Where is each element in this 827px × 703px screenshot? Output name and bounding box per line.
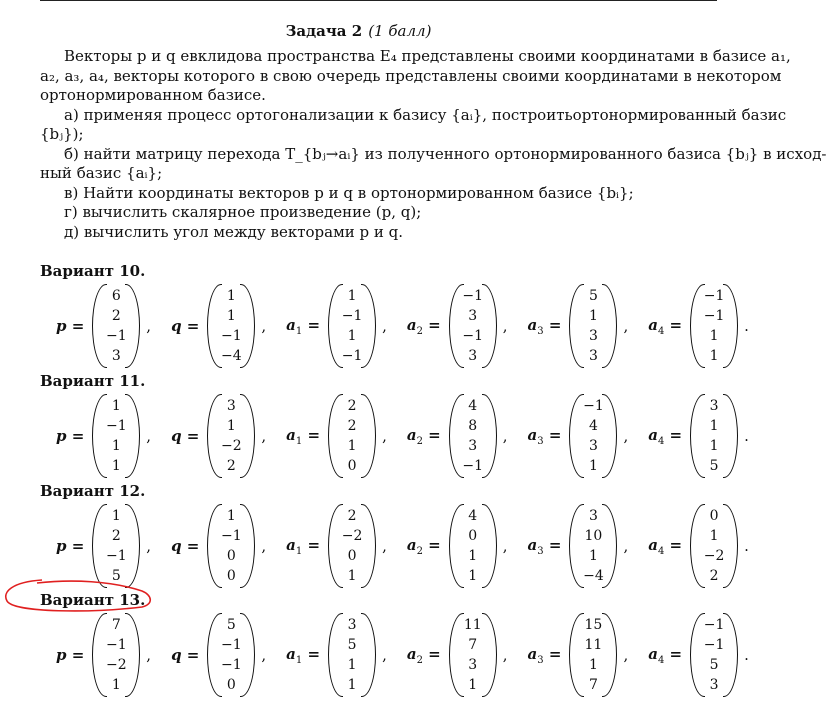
comma: , (146, 317, 152, 335)
vector-label-a2: $a_2$ = (406, 644, 441, 666)
vector-component: 7 (111, 616, 121, 633)
comma: , (146, 537, 152, 555)
comma: , (502, 646, 508, 664)
left-paren (205, 613, 217, 697)
vector-component: 3 (588, 347, 598, 364)
vector-label-q: q = (171, 537, 200, 555)
right-paren (130, 504, 142, 588)
vector-component: 1 (709, 527, 719, 544)
comma: , (382, 317, 387, 335)
vector-component: 1 (709, 417, 719, 434)
right-paren (728, 284, 740, 368)
column-vector (567, 394, 619, 478)
statement-line-2: a₂, a₃, a₄, векторы которого в свою очередь представлены своими координатами в некотором (40, 66, 782, 85)
vector-component: 3 (588, 507, 598, 524)
comma: , (382, 537, 387, 555)
left-paren (90, 613, 102, 697)
right-paren (366, 504, 378, 588)
comma: , (261, 427, 267, 445)
vector-component: −1 (105, 327, 127, 344)
right-paren (607, 284, 619, 368)
variant-equations (56, 282, 749, 370)
period: . (744, 427, 749, 445)
vector-component: 4 (468, 507, 478, 524)
vector-component: 1 (111, 437, 121, 454)
left-paren (205, 284, 217, 368)
vector-component: 1 (111, 507, 121, 524)
vector-label-a3: $a_3$ = (527, 425, 562, 447)
vector-label-a3: $a_3$ = (527, 315, 562, 337)
comma: , (146, 427, 152, 445)
left-paren (567, 613, 579, 697)
vector-component: 8 (468, 417, 478, 434)
vector-label-a4: $a_4$ = (648, 425, 683, 447)
vector-component: −1 (221, 527, 242, 544)
vector-component: −1 (703, 616, 725, 633)
column-vector (447, 394, 499, 478)
vector-component: −1 (341, 307, 363, 324)
column-vector (326, 504, 378, 588)
right-paren (487, 394, 499, 478)
vector-component: 1 (111, 676, 121, 693)
vector-component: 1 (111, 397, 121, 414)
comma: , (382, 646, 387, 664)
variant-equations (56, 502, 749, 590)
variant-equations (56, 392, 749, 480)
left-paren (90, 284, 102, 368)
column-vector (205, 284, 257, 368)
right-paren (245, 394, 257, 478)
right-paren (245, 504, 257, 588)
column-vector (567, 613, 619, 697)
column-vector (90, 394, 142, 478)
vector-component: 1 (709, 437, 719, 454)
vector-component: 3 (468, 656, 478, 673)
vector-component: −2 (341, 527, 363, 544)
vector-component: 15 (584, 616, 603, 633)
vector-component: 7 (588, 676, 598, 693)
left-paren (688, 613, 700, 697)
vector-label-q: q = (171, 427, 200, 445)
vector-label-a4: $a_4$ = (648, 315, 683, 337)
column-vector (326, 394, 378, 478)
period: . (744, 646, 749, 664)
right-paren (487, 504, 499, 588)
vector-component: −2 (703, 547, 725, 564)
vector-label-a2: $a_2$ = (406, 425, 441, 447)
right-paren (366, 613, 378, 697)
vector-component: 2 (347, 397, 357, 414)
left-paren (326, 613, 338, 697)
right-paren (607, 504, 619, 588)
vector-component: 2 (111, 527, 121, 544)
vector-component: 1 (588, 547, 598, 564)
variant-title: Вариант 12. (40, 482, 146, 500)
period: . (744, 537, 749, 555)
vector-component: 1 (226, 507, 236, 524)
left-paren (447, 504, 459, 588)
comma: , (623, 646, 629, 664)
variant-title: Вариант 13. (40, 591, 146, 609)
left-paren (688, 504, 700, 588)
right-paren (130, 394, 142, 478)
comma: , (261, 317, 267, 335)
right-paren (487, 613, 499, 697)
left-paren (90, 504, 102, 588)
vector-component: −1 (703, 636, 725, 653)
vector-component: 0 (226, 676, 236, 693)
vector-component: −1 (105, 547, 127, 564)
right-paren (245, 613, 257, 697)
left-paren (567, 504, 579, 588)
vector-component: −1 (341, 347, 363, 364)
vector-component: −1 (462, 457, 484, 474)
left-paren (567, 394, 579, 478)
vector-label-a1: $a_1$ = (286, 644, 321, 666)
column-vector (205, 394, 257, 478)
left-paren (567, 284, 579, 368)
vector-component: 1 (468, 676, 478, 693)
vector-component: −2 (221, 437, 242, 454)
vector-label-p: p = (56, 646, 85, 664)
vector-component: 1 (111, 457, 121, 474)
vector-component: 3 (226, 397, 236, 414)
column-vector (90, 613, 142, 697)
right-paren (130, 284, 142, 368)
vector-component: −1 (105, 417, 127, 434)
vector-label-a3: $a_3$ = (527, 644, 562, 666)
right-paren (607, 613, 619, 697)
vector-component: 3 (588, 327, 598, 344)
vector-component: 3 (111, 347, 121, 364)
top-rule (40, 0, 717, 1)
column-vector (688, 394, 740, 478)
vector-component: 3 (709, 676, 719, 693)
vector-component: 2 (111, 307, 121, 324)
vector-component: 1 (347, 676, 357, 693)
vector-label-a4: $a_4$ = (648, 535, 683, 557)
vector-component: −1 (462, 287, 484, 304)
vector-component: 1 (709, 327, 719, 344)
column-vector (567, 504, 619, 588)
vector-label-p: p = (56, 537, 85, 555)
left-paren (688, 284, 700, 368)
comma: , (623, 537, 629, 555)
vector-component: 4 (588, 417, 598, 434)
right-paren (130, 613, 142, 697)
vector-component: 3 (709, 397, 719, 414)
column-vector (326, 284, 378, 368)
comma: , (146, 646, 152, 664)
item-a-cont: {bⱼ}); (40, 125, 84, 143)
vector-component: 2 (347, 507, 357, 524)
vector-component: 2 (347, 417, 357, 434)
comma: , (261, 537, 267, 555)
left-paren (326, 504, 338, 588)
column-vector (90, 284, 142, 368)
column-vector (447, 613, 499, 697)
vector-component: 1 (226, 307, 236, 324)
vector-component: −1 (221, 636, 242, 653)
vector-component: 3 (468, 347, 478, 364)
vector-component: 1 (468, 547, 478, 564)
vector-component: 1 (226, 417, 236, 434)
vector-component: 1 (347, 437, 357, 454)
period: . (744, 317, 749, 335)
vector-component: 0 (226, 567, 236, 584)
vector-component: 1 (709, 347, 719, 364)
vector-label-a2: $a_2$ = (406, 315, 441, 337)
task-title (0, 22, 717, 40)
column-vector (567, 284, 619, 368)
item-b: б) найти матрицу перехода T_{bⱼ→aᵢ} из полученного ортонормированного базиса {bⱼ} в исход- (64, 144, 827, 163)
item-d: г) вычислить скалярное произведение (p, q); (64, 203, 422, 221)
comma: , (261, 646, 267, 664)
vector-component: 0 (347, 457, 357, 474)
column-vector (90, 504, 142, 588)
comma: , (623, 317, 629, 335)
vector-component: 10 (584, 527, 603, 544)
vector-component: 7 (468, 636, 478, 653)
vector-label-a2: $a_2$ = (406, 535, 441, 557)
statement-line-1: Векторы p и q евклидова пространства E₄ представлены своими координатами в базисе a₁, (64, 47, 791, 65)
item-e: д) вычислить угол между векторами p и q. (64, 222, 404, 241)
vector-component: 3 (468, 307, 478, 324)
vector-component: 5 (111, 567, 121, 584)
left-paren (205, 394, 217, 478)
vector-component: 5 (588, 287, 598, 304)
vector-component: 0 (347, 547, 357, 564)
vector-component: 2 (709, 567, 719, 584)
vector-component: −1 (583, 397, 604, 414)
item-b-cont: ный базис {aᵢ}; (40, 164, 163, 182)
vector-label-q: q = (171, 317, 200, 335)
task-statement (40, 47, 827, 242)
vector-component: 3 (347, 616, 357, 633)
vector-component: −1 (221, 656, 242, 673)
vector-component: 2 (226, 457, 236, 474)
left-paren (447, 613, 459, 697)
vector-component: 1 (226, 287, 236, 304)
vector-component: 11 (463, 616, 482, 633)
vector-label-a4: $a_4$ = (648, 644, 683, 666)
vector-component: 0 (226, 547, 236, 564)
vector-label-q: q = (171, 646, 200, 664)
left-paren (326, 394, 338, 478)
comma: , (502, 317, 508, 335)
vector-label-a1: $a_1$ = (286, 535, 321, 557)
statement-line-3: ортонормированном базисе. (40, 86, 266, 104)
vector-component: 0 (709, 507, 719, 524)
left-paren (90, 394, 102, 478)
right-paren (728, 394, 740, 478)
vector-component: 1 (468, 567, 478, 584)
right-paren (366, 284, 378, 368)
column-vector (447, 284, 499, 368)
variant-title: Вариант 10. (40, 262, 146, 280)
vector-component: 1 (588, 656, 598, 673)
right-paren (728, 613, 740, 697)
vector-component: 3 (588, 437, 598, 454)
vector-component: 5 (709, 656, 719, 673)
comma: , (502, 427, 508, 445)
vector-label-a1: $a_1$ = (286, 425, 321, 447)
vector-component: −1 (221, 327, 242, 344)
right-paren (245, 284, 257, 368)
vector-label-a3: $a_3$ = (527, 535, 562, 557)
vector-component: 1 (588, 457, 598, 474)
column-vector (205, 504, 257, 588)
left-paren (205, 504, 217, 588)
right-paren (728, 504, 740, 588)
vector-component: 11 (584, 636, 603, 653)
right-paren (607, 394, 619, 478)
variant-title: Вариант 11. (40, 372, 146, 390)
vector-component: 1 (347, 656, 357, 673)
left-paren (447, 394, 459, 478)
vector-component: 4 (468, 397, 478, 414)
vector-component: 1 (347, 327, 357, 344)
vector-component: −1 (703, 307, 725, 324)
column-vector (688, 284, 740, 368)
column-vector (688, 504, 740, 588)
vector-label-p: p = (56, 317, 85, 335)
column-vector (205, 613, 257, 697)
vector-component: 1 (588, 307, 598, 324)
vector-component: −1 (703, 287, 725, 304)
vector-component: −1 (462, 327, 484, 344)
variant-equations (56, 611, 749, 699)
comma: , (623, 427, 629, 445)
right-paren (366, 394, 378, 478)
vector-component: 6 (111, 287, 121, 304)
item-a: а) применяя процесс ортогонализации к базису {aᵢ}, построитьортонормированный базис (64, 105, 787, 124)
vector-component: −1 (105, 636, 127, 653)
column-vector (688, 613, 740, 697)
vector-component: 0 (468, 527, 478, 544)
comma: , (382, 427, 387, 445)
vector-component: 5 (709, 457, 719, 474)
column-vector (326, 613, 378, 697)
left-paren (688, 394, 700, 478)
vector-label-a1: $a_1$ = (286, 315, 321, 337)
task-title-text: Задача 2 (285, 22, 363, 40)
vector-label-p: p = (56, 427, 85, 445)
left-paren (447, 284, 459, 368)
comma: , (502, 537, 508, 555)
item-c: в) Найти координаты векторов p и q в ортонормированном базисе {bᵢ}; (64, 183, 634, 202)
vector-component: −2 (105, 656, 127, 673)
vector-component: 3 (468, 437, 478, 454)
vector-component: 5 (226, 616, 236, 633)
task-points: (1 балл) (368, 22, 432, 40)
vector-component: 1 (347, 287, 357, 304)
column-vector (447, 504, 499, 588)
left-paren (326, 284, 338, 368)
vector-component: 5 (347, 636, 357, 653)
right-paren (487, 284, 499, 368)
vector-component: 1 (347, 567, 357, 584)
vector-component: −4 (221, 347, 242, 364)
vector-component: −4 (583, 567, 604, 584)
